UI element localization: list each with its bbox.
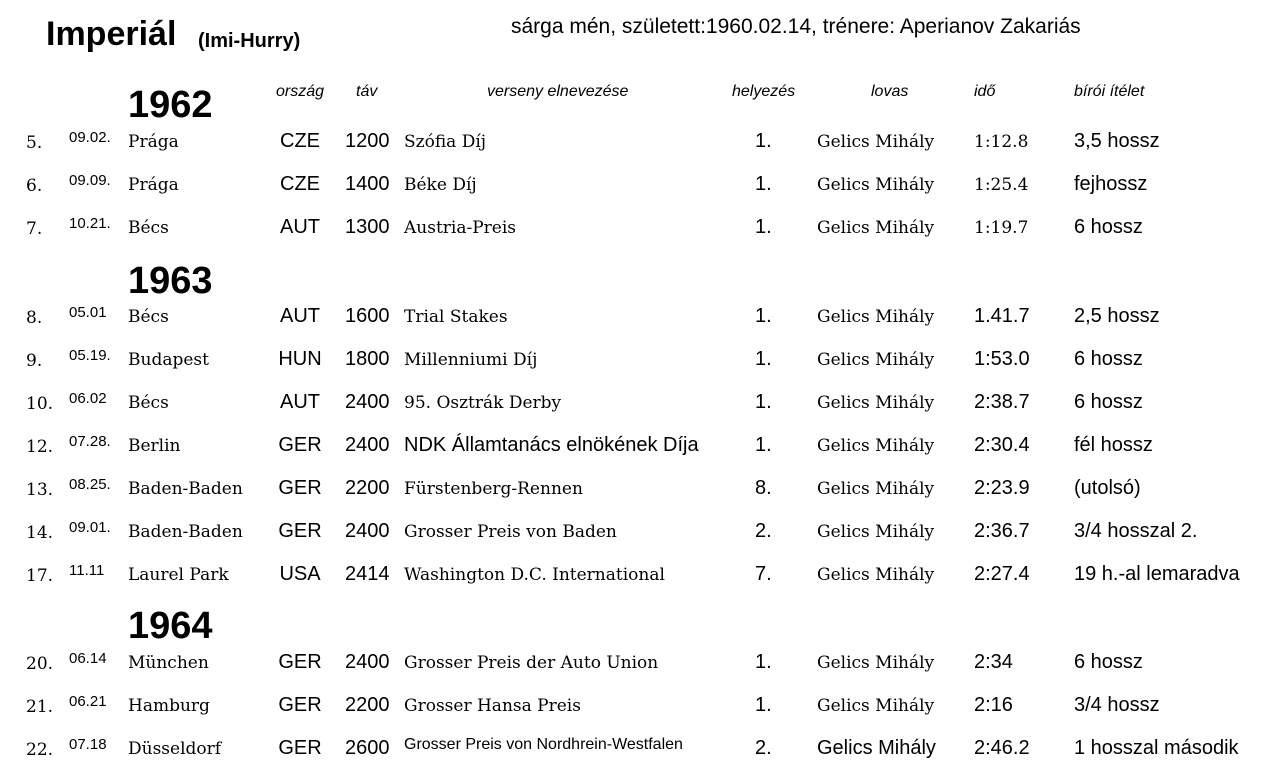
horse-name: Imperiál <box>46 15 177 53</box>
race-name: Millenniumi Díj <box>404 350 538 370</box>
race-verdict: 3/4 hosszal 2. <box>1074 520 1198 542</box>
race-country: HUN <box>278 348 322 370</box>
race-date: 09.01. <box>69 519 111 536</box>
race-date: 05.19. <box>69 347 111 364</box>
race-place: 1. <box>755 391 772 413</box>
race-distance: 2414 <box>345 563 390 585</box>
race-city: Budapest <box>128 350 209 370</box>
race-name: Grosser Preis von Nordhrein-Westfalen <box>404 736 683 753</box>
race-place: 1. <box>755 434 772 456</box>
race-distance: 2400 <box>345 520 390 542</box>
race-city: Baden-Baden <box>128 479 243 499</box>
race-number: 14. <box>26 523 54 543</box>
race-country: CZE <box>280 130 320 152</box>
horse-info: sárga mén, született:1960.02.14, trénere: Aperianov Zakariás <box>511 15 1081 38</box>
header-race: verseny elnevezése <box>487 83 629 100</box>
race-date: 09.02. <box>69 129 111 146</box>
race-date: 11.11 <box>69 562 105 579</box>
race-distance: 1400 <box>345 173 390 195</box>
race-city: Bécs <box>128 218 169 238</box>
race-city: Prága <box>128 132 179 152</box>
race-distance: 1800 <box>345 348 390 370</box>
race-name: Fürstenberg-Rennen <box>404 479 583 499</box>
race-name: Grosser Preis von Baden <box>404 522 617 542</box>
race-time: 2:27.4 <box>974 563 1030 585</box>
race-jockey: Gelics Mihály <box>817 737 936 759</box>
race-distance: 2600 <box>345 737 390 759</box>
race-time: 1:25.4 <box>974 175 1029 195</box>
header-jockey: lovas <box>871 83 909 100</box>
race-country: AUT <box>280 216 320 238</box>
race-name: Washington D.C. International <box>404 565 665 585</box>
race-city: Berlin <box>128 436 181 456</box>
race-time: 1:53.0 <box>974 348 1030 370</box>
race-number: 7. <box>26 219 43 239</box>
race-country: GER <box>278 520 322 542</box>
race-verdict: 6 hossz <box>1074 391 1143 413</box>
race-number: 6. <box>26 176 43 196</box>
race-number: 5. <box>26 133 43 153</box>
race-time: 2:38.7 <box>974 391 1030 413</box>
race-country: AUT <box>280 305 320 327</box>
header-distance: táv <box>356 83 378 100</box>
race-place: 1. <box>755 173 772 195</box>
race-jockey: Gelics Mihály <box>817 436 935 456</box>
race-name: Trial Stakes <box>404 307 508 327</box>
race-jockey: Gelics Mihály <box>817 565 935 585</box>
race-jockey: Gelics Mihály <box>817 218 935 238</box>
race-verdict: 6 hossz <box>1074 348 1143 370</box>
race-city: Bécs <box>128 307 169 327</box>
race-verdict: 3,5 hossz <box>1074 130 1160 152</box>
race-city: Prága <box>128 175 179 195</box>
race-city: Laurel Park <box>128 565 229 585</box>
race-country: GER <box>278 651 322 673</box>
race-time: 1:12.8 <box>974 132 1029 152</box>
race-number: 9. <box>26 351 43 371</box>
race-date: 09.09. <box>69 172 111 189</box>
race-verdict: 3/4 hossz <box>1074 694 1160 716</box>
race-jockey: Gelics Mihály <box>817 653 935 673</box>
race-date: 06.21 <box>69 693 107 710</box>
year-heading: 1962 <box>128 84 213 126</box>
race-place: 7. <box>755 563 772 585</box>
race-jockey: Gelics Mihály <box>817 132 935 152</box>
race-number: 21. <box>26 697 54 717</box>
race-distance: 2400 <box>345 391 390 413</box>
race-name: Szófia Díj <box>404 132 487 152</box>
race-verdict: (utolsó) <box>1074 477 1141 499</box>
race-city: Bécs <box>128 393 169 413</box>
header-country: ország <box>276 83 325 100</box>
race-place: 2. <box>755 737 772 759</box>
race-name: Béke Díj <box>404 175 477 195</box>
race-distance: 2200 <box>345 694 390 716</box>
race-city: Düsseldorf <box>128 739 222 759</box>
race-number: 20. <box>26 654 54 674</box>
race-jockey: Gelics Mihály <box>817 479 935 499</box>
race-date: 07.28. <box>69 433 111 450</box>
race-country: GER <box>278 737 322 759</box>
race-number: 12. <box>26 437 54 457</box>
race-name: NDK Államtanács elnökének Díja <box>404 434 699 456</box>
race-country: GER <box>278 434 322 456</box>
race-verdict: fél hossz <box>1074 434 1153 456</box>
header-verdict: bírói ítélet <box>1074 83 1145 100</box>
race-place: 1. <box>755 305 772 327</box>
race-jockey: Gelics Mihály <box>817 307 935 327</box>
race-distance: 1200 <box>345 130 390 152</box>
race-jockey: Gelics Mihály <box>817 696 935 716</box>
race-verdict: 1 hosszal második <box>1074 737 1239 759</box>
race-distance: 2400 <box>345 651 390 673</box>
race-place: 1. <box>755 348 772 370</box>
race-date: 05.01 <box>69 304 107 321</box>
race-country: USA <box>279 563 321 585</box>
race-city: Hamburg <box>128 696 210 716</box>
race-date: 06.02 <box>69 390 107 407</box>
race-date: 08.25. <box>69 476 111 493</box>
race-date: 06.14 <box>69 650 107 667</box>
race-verdict: 6 hossz <box>1074 216 1143 238</box>
race-place: 1. <box>755 130 772 152</box>
race-country: GER <box>278 477 322 499</box>
race-city: München <box>128 653 209 673</box>
race-time: 2:23.9 <box>974 477 1030 499</box>
header-place: helyezés <box>732 83 796 100</box>
race-distance: 1600 <box>345 305 390 327</box>
race-place: 1. <box>755 694 772 716</box>
race-distance: 2400 <box>345 434 390 456</box>
race-date: 10.21. <box>69 215 111 232</box>
race-name: 95. Osztrák Derby <box>404 393 562 413</box>
race-time: 2:34 <box>974 651 1013 673</box>
race-name: Grosser Hansa Preis <box>404 696 581 716</box>
race-city: Baden-Baden <box>128 522 243 542</box>
race-date: 07.18 <box>69 736 107 753</box>
race-name: Grosser Preis der Auto Union <box>404 653 659 673</box>
race-country: AUT <box>280 391 320 413</box>
race-time: 1.41.7 <box>974 305 1030 327</box>
race-number: 17. <box>26 566 54 586</box>
race-number: 10. <box>26 394 54 414</box>
race-jockey: Gelics Mihály <box>817 393 935 413</box>
race-country: CZE <box>280 173 320 195</box>
race-time: 2:36.7 <box>974 520 1030 542</box>
race-place: 8. <box>755 477 772 499</box>
race-time: 2:30.4 <box>974 434 1030 456</box>
race-number: 22. <box>26 740 54 760</box>
race-jockey: Gelics Mihály <box>817 350 935 370</box>
race-distance: 2200 <box>345 477 390 499</box>
race-jockey: Gelics Mihály <box>817 175 935 195</box>
race-number: 13. <box>26 480 54 500</box>
race-distance: 1300 <box>345 216 390 238</box>
race-verdict: fejhossz <box>1074 173 1148 195</box>
race-time: 1:19.7 <box>974 218 1029 238</box>
race-time: 2:46.2 <box>974 737 1030 759</box>
race-place: 1. <box>755 651 772 673</box>
race-time: 2:16 <box>974 694 1013 716</box>
race-number: 8. <box>26 308 43 328</box>
race-country: GER <box>278 694 322 716</box>
race-place: 1. <box>755 216 772 238</box>
race-verdict: 19 h.-al lemaradva <box>1074 563 1240 585</box>
year-heading: 1964 <box>128 605 213 647</box>
race-verdict: 2,5 hossz <box>1074 305 1160 327</box>
horse-pedigree: (Imi-Hurry) <box>198 30 301 52</box>
race-name: Austria-Preis <box>404 218 517 238</box>
header-time: idő <box>974 83 996 100</box>
race-jockey: Gelics Mihály <box>817 522 935 542</box>
year-heading: 1963 <box>128 260 213 302</box>
race-verdict: 6 hossz <box>1074 651 1143 673</box>
race-place: 2. <box>755 520 772 542</box>
